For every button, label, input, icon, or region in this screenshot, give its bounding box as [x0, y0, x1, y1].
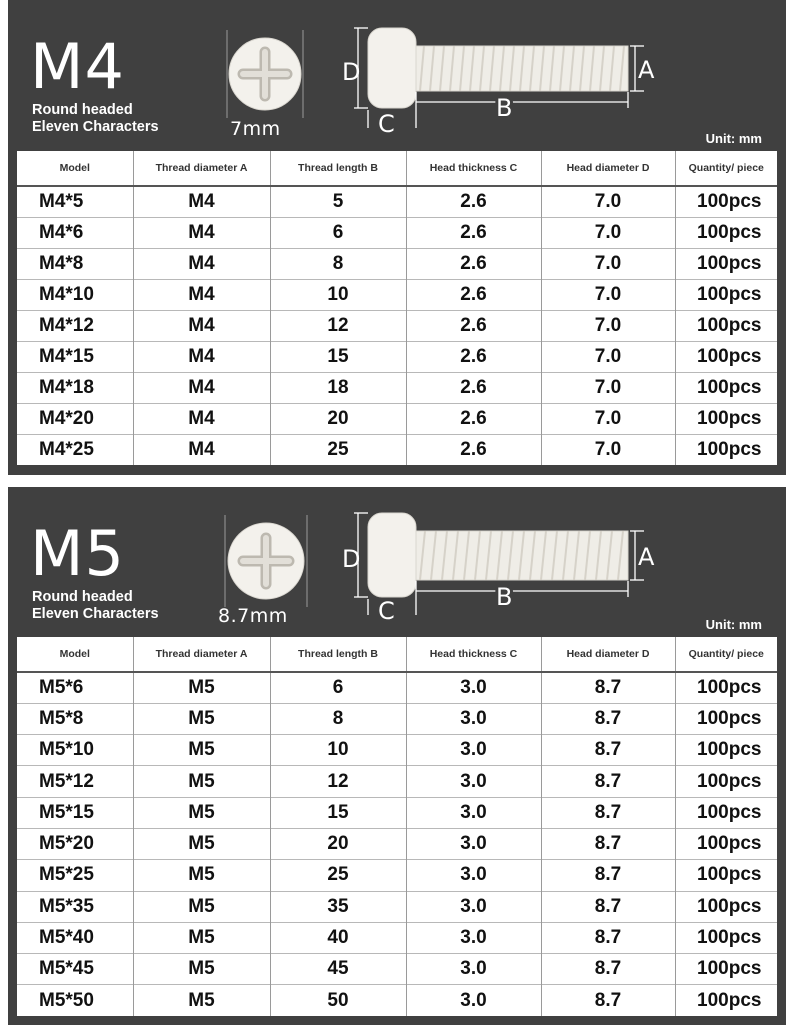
dimension-a-label: A [638, 543, 655, 571]
cell-thread-diameter: M4 [133, 279, 270, 310]
cell-head-thickness: 3.0 [406, 954, 541, 985]
cell-head-thickness: 3.0 [406, 860, 541, 891]
cell-quantity: 100pcs [675, 248, 777, 279]
cell-head-thickness: 2.6 [406, 248, 541, 279]
table-body [17, 186, 777, 465]
spec-table [17, 151, 777, 465]
header-head-diameter: Head diameter D [541, 637, 675, 672]
cell-head-diameter: 7.0 [541, 372, 675, 403]
table-row [17, 217, 777, 248]
header-head-thickness: Head thickness C [406, 637, 541, 672]
cell-thread-diameter: M4 [133, 434, 270, 465]
section-subtitle [32, 589, 159, 623]
table-row [17, 341, 777, 372]
head-size-label: 8.7mm [218, 605, 288, 627]
cell-thread-diameter: M5 [133, 891, 270, 922]
cell-thread-diameter: M4 [133, 186, 270, 217]
cell-head-thickness: 3.0 [406, 985, 541, 1016]
header-quantity: Quantity/ piece [675, 151, 777, 186]
cell-head-diameter: 7.0 [541, 434, 675, 465]
cell-quantity: 100pcs [675, 186, 777, 217]
cell-quantity: 100pcs [675, 860, 777, 891]
cell-thread-length: 25 [270, 434, 406, 465]
cell-head-diameter: 7.0 [541, 341, 675, 372]
cell-quantity: 100pcs [675, 766, 777, 797]
cell-head-diameter: 8.7 [541, 735, 675, 766]
cell-head-diameter: 8.7 [541, 703, 675, 734]
table-row [17, 922, 777, 953]
subtitle-line-2: Eleven Characters [32, 119, 159, 135]
subtitle-line-1: Round headed [32, 102, 133, 118]
table-row [17, 797, 777, 828]
cell-model: M4*6 [17, 217, 133, 248]
cell-quantity: 100pcs [675, 828, 777, 859]
cell-quantity: 100pcs [675, 372, 777, 403]
cell-head-thickness: 3.0 [406, 922, 541, 953]
cell-thread-length: 12 [270, 310, 406, 341]
cell-head-diameter: 8.7 [541, 672, 675, 703]
cell-head-diameter: 8.7 [541, 954, 675, 985]
cell-head-thickness: 2.6 [406, 186, 541, 217]
cell-thread-diameter: M5 [133, 672, 270, 703]
cell-head-diameter: 8.7 [541, 985, 675, 1016]
cell-head-thickness: 2.6 [406, 434, 541, 465]
cell-head-diameter: 7.0 [541, 279, 675, 310]
m5-spec-panel [8, 487, 786, 1025]
cell-head-diameter: 7.0 [541, 248, 675, 279]
cell-model: M5*50 [17, 985, 133, 1016]
cell-thread-length: 12 [270, 766, 406, 797]
unit-label: Unit: mm [705, 617, 762, 632]
cell-head-diameter: 7.0 [541, 186, 675, 217]
cell-quantity: 100pcs [675, 341, 777, 372]
cell-head-thickness: 3.0 [406, 735, 541, 766]
cell-head-thickness: 3.0 [406, 672, 541, 703]
cell-thread-diameter: M4 [133, 403, 270, 434]
cell-model: M5*8 [17, 703, 133, 734]
cell-head-thickness: 2.6 [406, 279, 541, 310]
section-subtitle [32, 102, 159, 136]
cell-quantity: 100pcs [675, 922, 777, 953]
cell-thread-length: 50 [270, 985, 406, 1016]
cell-thread-diameter: M5 [133, 954, 270, 985]
table-row [17, 672, 777, 703]
section-title: M5 [30, 517, 125, 590]
subtitle-line-1: Round headed [32, 589, 133, 605]
unit-label: Unit: mm [705, 131, 762, 146]
cell-thread-diameter: M5 [133, 828, 270, 859]
subtitle-line-2: Eleven Characters [32, 606, 159, 622]
cell-thread-diameter: M5 [133, 735, 270, 766]
table-row [17, 248, 777, 279]
cell-thread-length: 20 [270, 403, 406, 434]
cell-head-thickness: 2.6 [406, 341, 541, 372]
m4-spec-panel [8, 0, 786, 475]
dimension-b-label: B [496, 583, 513, 611]
cell-thread-diameter: M4 [133, 372, 270, 403]
header-thread-diameter: Thread diameter A [133, 637, 270, 672]
table-row [17, 403, 777, 434]
cell-quantity: 100pcs [675, 310, 777, 341]
cell-thread-length: 6 [270, 672, 406, 703]
cell-thread-length: 35 [270, 891, 406, 922]
table-row [17, 891, 777, 922]
cell-thread-diameter: M5 [133, 797, 270, 828]
header-thread-length: Thread length B [270, 637, 406, 672]
cell-head-thickness: 2.6 [406, 372, 541, 403]
cell-thread-diameter: M5 [133, 703, 270, 734]
cell-head-diameter: 8.7 [541, 828, 675, 859]
cell-thread-length: 6 [270, 217, 406, 248]
cell-model: M5*40 [17, 922, 133, 953]
cell-model: M5*20 [17, 828, 133, 859]
table-row [17, 985, 777, 1016]
cell-head-thickness: 3.0 [406, 891, 541, 922]
cell-thread-diameter: M5 [133, 860, 270, 891]
cell-model: M5*12 [17, 766, 133, 797]
cell-model: M4*5 [17, 186, 133, 217]
table-body [17, 672, 777, 1016]
cell-thread-length: 45 [270, 954, 406, 985]
screw-side-view [332, 20, 677, 138]
dimension-d-label: D [342, 58, 361, 86]
header-quantity: Quantity/ piece [675, 637, 777, 672]
table-row [17, 954, 777, 985]
cell-head-diameter: 7.0 [541, 217, 675, 248]
cell-model: M5*10 [17, 735, 133, 766]
cell-model: M5*6 [17, 672, 133, 703]
cell-thread-diameter: M4 [133, 248, 270, 279]
cell-thread-length: 15 [270, 341, 406, 372]
table-row [17, 860, 777, 891]
cell-model: M4*12 [17, 310, 133, 341]
cell-head-thickness: 2.6 [406, 403, 541, 434]
cell-model: M5*35 [17, 891, 133, 922]
cell-head-diameter: 8.7 [541, 766, 675, 797]
dimension-c-label: C [378, 110, 395, 138]
cell-thread-length: 8 [270, 703, 406, 734]
dimension-c-label: C [378, 597, 395, 625]
cell-model: M5*25 [17, 860, 133, 891]
cell-thread-length: 20 [270, 828, 406, 859]
cell-quantity: 100pcs [675, 672, 777, 703]
screw-head-side [368, 28, 416, 108]
cell-model: M4*25 [17, 434, 133, 465]
cell-model: M4*18 [17, 372, 133, 403]
cell-head-diameter: 8.7 [541, 860, 675, 891]
header-head-thickness: Head thickness C [406, 151, 541, 186]
table-row [17, 703, 777, 734]
cell-head-thickness: 3.0 [406, 797, 541, 828]
cell-head-thickness: 3.0 [406, 766, 541, 797]
cell-quantity: 100pcs [675, 403, 777, 434]
cell-thread-diameter: M4 [133, 341, 270, 372]
header-model: Model [17, 637, 133, 672]
header-model: Model [17, 151, 133, 186]
cell-quantity: 100pcs [675, 985, 777, 1016]
dimension-d-label: D [342, 545, 361, 573]
table-row [17, 372, 777, 403]
cell-head-diameter: 8.7 [541, 797, 675, 828]
cell-model: M5*15 [17, 797, 133, 828]
cell-quantity: 100pcs [675, 954, 777, 985]
screw-side-view [332, 507, 677, 625]
cell-quantity: 100pcs [675, 434, 777, 465]
cell-thread-length: 5 [270, 186, 406, 217]
table-row [17, 186, 777, 217]
cell-thread-length: 40 [270, 922, 406, 953]
table-header-row [17, 637, 777, 672]
dimension-b-label: B [496, 94, 513, 122]
cell-head-diameter: 7.0 [541, 403, 675, 434]
cell-model: M4*8 [17, 248, 133, 279]
cell-thread-diameter: M5 [133, 922, 270, 953]
table-row [17, 735, 777, 766]
cell-thread-diameter: M5 [133, 766, 270, 797]
cell-quantity: 100pcs [675, 279, 777, 310]
cell-head-thickness: 2.6 [406, 217, 541, 248]
section-title: M4 [30, 30, 125, 103]
cell-quantity: 100pcs [675, 735, 777, 766]
cell-model: M5*45 [17, 954, 133, 985]
cell-thread-diameter: M4 [133, 217, 270, 248]
cell-quantity: 100pcs [675, 703, 777, 734]
cell-model: M4*15 [17, 341, 133, 372]
header-thread-length: Thread length B [270, 151, 406, 186]
cell-model: M4*10 [17, 279, 133, 310]
cell-quantity: 100pcs [675, 217, 777, 248]
cell-thread-length: 15 [270, 797, 406, 828]
cell-quantity: 100pcs [675, 891, 777, 922]
cell-thread-length: 25 [270, 860, 406, 891]
table-row [17, 828, 777, 859]
cell-thread-length: 10 [270, 735, 406, 766]
cell-head-diameter: 7.0 [541, 310, 675, 341]
dimension-a-label: A [638, 56, 655, 84]
cell-head-thickness: 3.0 [406, 828, 541, 859]
cell-head-thickness: 2.6 [406, 310, 541, 341]
screw-head-side [368, 513, 416, 597]
header-head-diameter: Head diameter D [541, 151, 675, 186]
header-thread-diameter: Thread diameter A [133, 151, 270, 186]
cell-model: M4*20 [17, 403, 133, 434]
cell-thread-length: 18 [270, 372, 406, 403]
table-row [17, 310, 777, 341]
cell-quantity: 100pcs [675, 797, 777, 828]
cell-head-diameter: 8.7 [541, 891, 675, 922]
table-header-row [17, 151, 777, 186]
cell-thread-diameter: M4 [133, 310, 270, 341]
cell-head-thickness: 3.0 [406, 703, 541, 734]
cell-thread-diameter: M5 [133, 985, 270, 1016]
table-row [17, 279, 777, 310]
head-size-label: 7mm [230, 118, 281, 140]
cell-head-diameter: 8.7 [541, 922, 675, 953]
table-row [17, 766, 777, 797]
cell-thread-length: 8 [270, 248, 406, 279]
spec-table [17, 637, 777, 1016]
table-row [17, 434, 777, 465]
cell-thread-length: 10 [270, 279, 406, 310]
